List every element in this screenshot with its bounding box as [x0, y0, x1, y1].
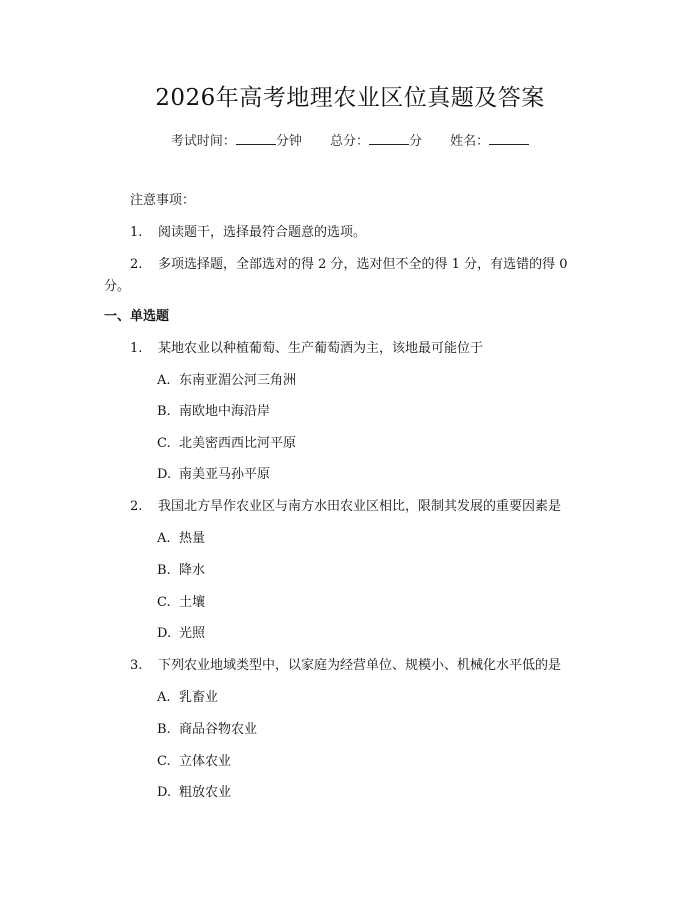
option-text: 热量: [179, 531, 206, 546]
q2-option-c[interactable]: [157, 592, 205, 614]
option-text: 乳畜业: [179, 690, 219, 705]
option-text: 光照: [179, 626, 206, 641]
note-text-continuation: 分。: [104, 279, 131, 294]
exam-meta-line: [0, 130, 700, 153]
note-text: 多项选择题，全部选对的得 2 分，选对但不全的得 1 分，有选错的得 0: [158, 257, 568, 272]
option-text: 北美密西西比河平原: [179, 436, 297, 451]
total-score-blank[interactable]: [369, 130, 409, 145]
option-letter: A.: [157, 373, 171, 388]
exam-time-unit: 分钟: [275, 134, 302, 149]
section-heading: 一、单选题: [104, 309, 170, 324]
q1-option-c[interactable]: [157, 433, 296, 455]
option-letter: A.: [157, 531, 171, 546]
option-letter: B.: [157, 722, 171, 737]
option-letter: A.: [157, 690, 171, 705]
page-title: 2026年高考地理农业区位真题及答案: [155, 85, 545, 111]
total-score-label: 总分：: [329, 134, 369, 149]
q1-option-b[interactable]: [157, 401, 270, 423]
name-blank[interactable]: [489, 130, 529, 145]
exam-time-field: [171, 130, 302, 153]
note-item: [130, 222, 366, 244]
total-score-unit: 分: [409, 134, 423, 149]
option-letter: B.: [157, 563, 171, 578]
question-number: 2.: [130, 499, 143, 514]
option-text: 降水: [179, 563, 206, 578]
note-number: 1.: [130, 225, 143, 240]
question-2: [130, 496, 561, 518]
q3-option-b[interactable]: [157, 719, 257, 741]
option-text: 商品谷物农业: [179, 722, 258, 737]
note-number: 2.: [130, 257, 143, 272]
name-label: 姓名：: [450, 134, 490, 149]
option-letter: C.: [157, 754, 171, 769]
q2-option-b[interactable]: [157, 560, 205, 582]
question-text: 下列农业地域类型中，以家庭为经营单位、规模小、机械化水平低的是: [158, 658, 562, 673]
option-text: 南欧地中海沿岸: [179, 404, 271, 419]
q3-option-c[interactable]: [157, 751, 231, 773]
q1-option-d[interactable]: [157, 464, 270, 486]
name-field: [450, 130, 529, 153]
option-letter: D.: [157, 626, 172, 641]
exam-time-label: 考试时间：: [170, 134, 236, 149]
option-letter: C.: [157, 595, 171, 610]
question-3: [130, 655, 561, 677]
option-letter: B.: [157, 404, 171, 419]
option-letter: D.: [157, 467, 172, 482]
question-number: 1.: [130, 341, 143, 356]
option-letter: C.: [157, 436, 171, 451]
question-text: 我国北方旱作农业区与南方水田农业区相比，限制其发展的重要因素是: [158, 499, 562, 514]
option-text: 南美亚马孙平原: [179, 467, 271, 482]
option-text: 土壤: [179, 595, 206, 610]
exam-time-blank[interactable]: [236, 130, 276, 145]
q1-option-a[interactable]: [157, 370, 296, 392]
total-score-field: [330, 130, 422, 153]
q3-option-a[interactable]: [157, 687, 218, 709]
q2-option-d[interactable]: [157, 623, 205, 645]
q2-option-a[interactable]: [157, 528, 205, 550]
question-1: [130, 338, 483, 360]
notes-heading: 注意事项：: [130, 193, 196, 208]
note-item: [130, 254, 585, 276]
question-text: 某地农业以种植葡萄、生产葡萄酒为主，该地最可能位于: [158, 341, 484, 356]
option-text: 东南亚湄公河三角洲: [179, 373, 297, 388]
question-number: 3.: [130, 658, 143, 673]
option-letter: D.: [157, 785, 172, 800]
option-text: 立体农业: [179, 754, 232, 769]
q3-option-d[interactable]: [157, 782, 231, 804]
option-text: 粗放农业: [179, 785, 232, 800]
note-text: 阅读题干，选择最符合题意的选项。: [158, 225, 367, 240]
